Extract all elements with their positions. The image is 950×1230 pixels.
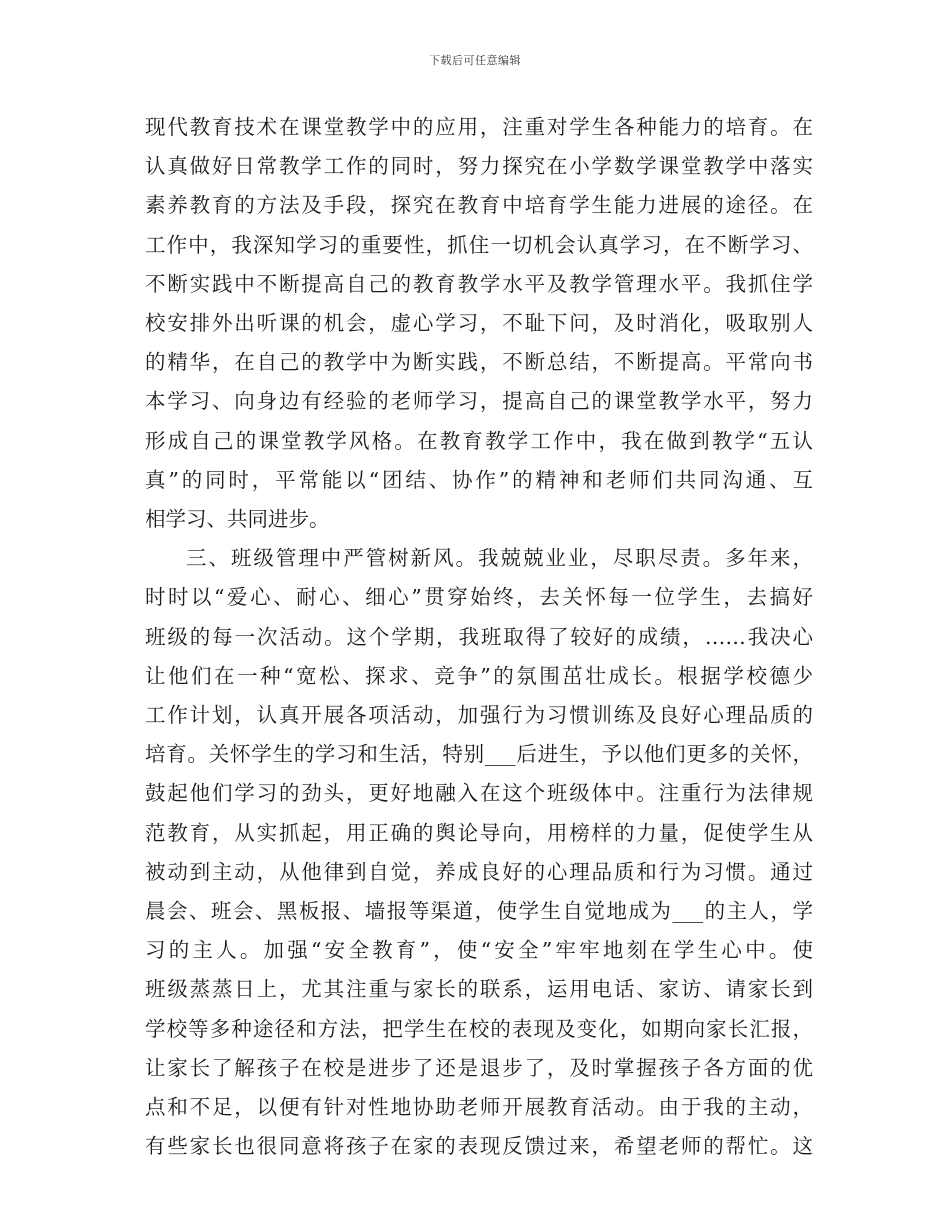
- paragraph-line: 工作计划，认真开展各项活动，加强行为习惯训练及良好心理品质的: [145, 703, 813, 728]
- paragraph-line: 有些家长也很同意将孩子在家的表现反馈过来，希望老师的帮忙。这: [145, 1134, 813, 1159]
- download-note: 下载后可任意编辑: [429, 54, 521, 67]
- paragraph-line: 习的主人。加强“安全教育”，使“安全”牢牢地刻在学生心中。使: [145, 938, 813, 963]
- paragraph-line: 时时以“爱心、耐心、细心”贯穿始终，去关怀每一位学生，去搞好: [145, 585, 813, 610]
- paragraph-line: 真”的同时，平常能以“团结、协作”的精神和老师们共同沟通、互: [145, 467, 813, 492]
- paragraph-line: 范教育，从实抓起，用正确的舆论导向，用榜样的力量，促使学生从: [145, 820, 813, 845]
- paragraph-line: 现代教育技术在课堂教学中的应用，注重对学生各种能力的培育。在: [145, 115, 813, 139]
- paragraph-line: 点和不足，以便有针对性地协助老师开展教育活动。由于我的主动，: [145, 1095, 813, 1120]
- paragraph-line: 晨会、班会、黑板报、墙报等渠道，使学生自觉地成为___的主人，学: [145, 899, 813, 924]
- paragraph-line: 学校等多种途径和方法，把学生在校的表现及变化，如期向家长汇报，: [145, 1016, 813, 1041]
- paragraph-line: 三、班级管理中严管树新风。我兢兢业业，尽职尽责。多年来，: [186, 546, 813, 571]
- paragraph-line: 认真做好日常教学工作的同时，努力探究在小学数学课堂教学中落实: [145, 154, 813, 179]
- paragraph-line: 形成自己的课堂教学风格。在教育教学工作中，我在做到教学“五认: [145, 428, 813, 453]
- paragraph-line: 不断实践中不断提高自己的教育教学水平及教学管理水平。我抓住学: [145, 271, 813, 296]
- paragraph-line: 相学习、共同进步。: [145, 507, 330, 532]
- paragraph-line: 的精华，在自己的教学中为断实践，不断总结，不断提高。平常向书: [145, 350, 813, 375]
- document-body: [145, 108, 813, 1166]
- paragraph-line: 被动到主动，从他律到自觉，养成良好的心理品质和行为习惯。通过: [145, 859, 813, 884]
- paragraph-line: 让家长了解孩子在校是进步了还是退步了，及时掌握孩子各方面的优: [145, 1055, 813, 1080]
- paragraph-line: 班级蒸蒸日上，尤其注重与家长的联系，运用电话、家访、请家长到: [145, 977, 813, 1002]
- paragraph-line: 班级的每一次活动。这个学期，我班取得了较好的成绩，……我决心: [145, 624, 813, 649]
- paragraph-line: 培育。关怀学生的学习和生活，特别___后进生，予以他们更多的关怀，: [145, 742, 813, 767]
- paragraph-line: 本学习、向身边有经验的老师学习，提高自己的课堂教学水平，努力: [145, 389, 813, 414]
- paragraph-line: 鼓起他们学习的劲头，更好地融入在这个班级体中。注重行为法律规: [145, 781, 813, 806]
- paragraph-line: 让他们在一种“宽松、探求、竞争”的氛围茁壮成长。根据学校德少: [145, 663, 813, 688]
- paragraph-line: 素养教育的方法及手段，探究在教育中培育学生能力进展的途径。在: [145, 193, 813, 218]
- paragraph-line: 校安排外出听课的机会，虚心学习，不耻下问，及时消化，吸取别人: [145, 311, 813, 336]
- paragraph-line: 工作中，我深知学习的重要性，抓住一切机会认真学习，在不断学习、: [145, 232, 813, 257]
